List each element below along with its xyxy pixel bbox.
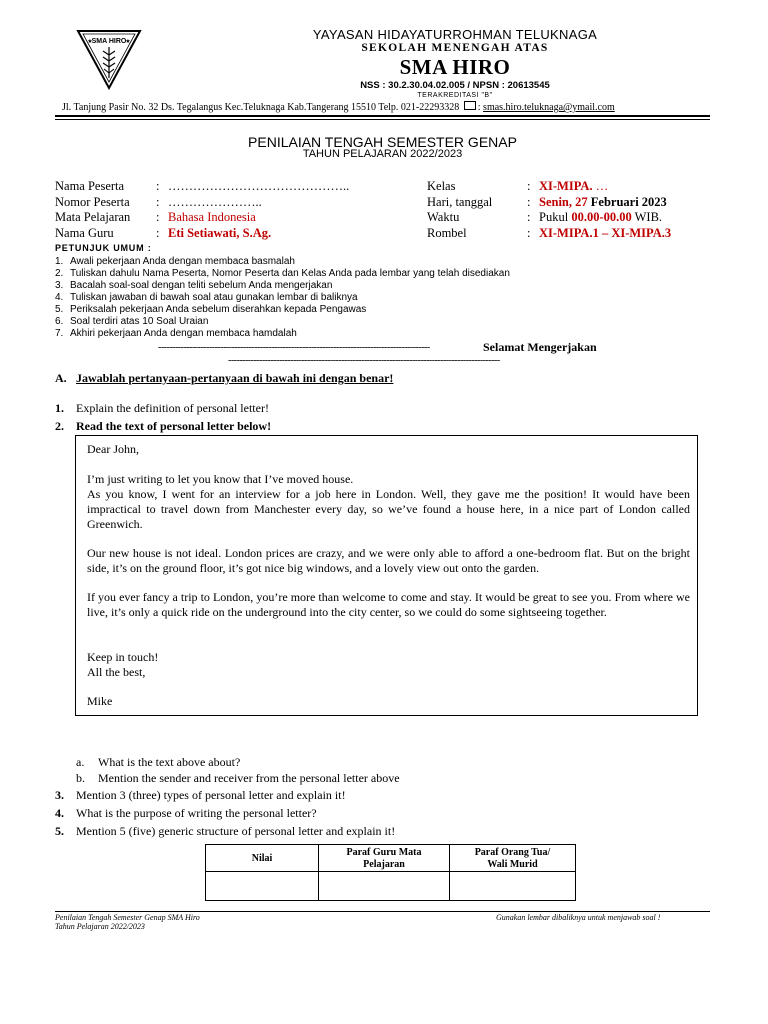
item-number: 2. [55,268,64,279]
label-kelas: Kelas [427,179,456,193]
header-rule-thick [55,115,710,117]
letter-salutation: Dear John, [87,442,139,456]
field-nomor-peserta[interactable]: ………………….. [168,195,262,209]
value-nama-guru: Eti Setiawati, S.Ag. [168,226,272,240]
list-item [55,280,332,291]
item-text: Awali pekerjaan Anda dengan membaca basmalah [70,256,295,267]
separator-dashes: ------------------------------------------------------------------------------------------------ [228,355,500,366]
letter-closing-1: Keep in touch! [87,650,159,664]
waktu-pre: Pukul [539,210,572,224]
colon: : [156,179,160,193]
list-item [55,304,366,315]
header-line: Paraf Guru Mata [346,847,422,858]
svg-text:★: ★ [125,39,131,45]
signature-table [205,844,576,901]
school-address: Jl. Tanjung Pasir No. 32 Ds. Tegalangus Kec.Teluknaga Kab.Tangerang 15510 Telp. 021-22293328 : smas.hiro.teluknaga@ymail.com [62,102,615,113]
hari-rest: Februari 2023 [590,195,667,209]
letter-p1-line1: I’m just writing to let you know that I’ve moved house. [87,472,354,486]
item-text: Akhiri pekerjaan Anda dengan membaca hamdalah [70,328,297,339]
list-item [55,328,297,339]
item-number: 5. [55,304,64,315]
footer-right: Gunakan lembar dibaliknya untuk menjawab soal ! [496,913,661,922]
exam-year: TAHUN PELAJARAN 2022/2023 [302,148,463,160]
hari-red: Senin, 27 [539,195,591,209]
list-item [55,268,510,279]
label-nama-guru: Nama Guru [55,226,114,240]
kelas-prefix: XI-MIPA. [539,179,593,193]
email-link[interactable]: smas.hiro.teluknaga@ymail.com [483,102,615,113]
question-4: What is the purpose of writing the personal letter? [76,806,317,820]
separator-dashes: ------------------------------------------------------------------------------------------------ [158,342,430,353]
item-text: Bacalah soal-soal dengan teliti sebelum Anda mengerjakan [70,280,333,291]
svg-text:★: ★ [87,39,93,45]
nss-npsn: NSS : 30.2.30.04.02.005 / NPSN : 20613545 [360,80,550,91]
school-name: SMA HIRO [399,55,511,79]
col-header-nilai: Nilai [206,845,319,872]
item-number: 7. [55,328,64,339]
label-nama-peserta: Nama Peserta [55,179,125,193]
list-item [55,292,358,303]
question-5: Mention 5 (five) generic structure of personal letter and explain it! [76,824,396,838]
school-level: SEKOLAH MENENGAH ATAS [361,42,549,54]
item-number: 6. [55,316,64,327]
col-header-paraf-ortu [450,845,576,872]
item-text: Tuliskan jawaban di bawah soal atau gunakan lembar di baliknya [70,292,358,303]
header-line: Wali Murid [487,859,538,870]
value-kelas [539,179,608,194]
question-number: 5. [55,824,64,838]
question-2b: Mention the sender and receiver from the personal letter above [98,771,400,785]
value-waktu [539,210,662,225]
section-instruction: Jawablah pertanyaan-pertanyaan di bawah ini dengan benar! [76,371,394,385]
kelas-blank[interactable]: … [592,179,609,193]
item-text: Soal terdiri atas 10 Soal Uraian [70,316,209,327]
question-1: Explain the definition of personal letter! [76,401,269,415]
colon: : [527,179,531,193]
exam-title: PENILAIAN TENGAH SEMESTER GENAP [248,134,517,150]
header-rule-thin [55,119,710,120]
foundation-name: YAYASAN HIDAYATURROHMAN TELUKNAGA [312,27,598,42]
footer-left-line1: Penilaian Tengah Semester Genap SMA Hiro [55,913,200,922]
subquestion-letter: b. [76,771,85,785]
list-item [55,316,208,327]
waktu-time: 00.00-00.00 [571,210,632,224]
item-number: 3. [55,280,64,291]
item-text: Tuliskan dahulu Nama Peserta, Nomor Peserta dan Kelas Anda pada lembar yang telah disediakan [70,268,510,279]
instructions-heading: PETUNJUK UMUM : [55,243,152,253]
letter-p1-line2: As you know, I went for an interview for a job here in London. Well, they gave me the position! It would have been impractical to travel down from Manchester every day, so we’ve found a house here, in a nice part of London called Greenwich. [87,487,690,531]
closing-greeting: Selamat Mengerjakan [483,340,597,354]
nilai-cell[interactable] [206,872,319,901]
footer-left-line2: Tahun Pelajaran 2022/2023 [55,922,145,931]
item-number: 1. [55,256,64,267]
label-rombel: Rombel [427,226,467,240]
paraf-guru-cell[interactable] [319,872,450,901]
header-line: Pelajaran [363,859,405,870]
question-number: 2. [55,419,64,433]
colon: : [527,195,531,209]
value-hari-tanggal [539,195,667,210]
colon: : [156,226,160,240]
address-text: Jl. Tanjung Pasir No. 32 Ds. Tegalangus Kec.Teluknaga Kab.Tangerang 15510 Telp. 021-22293328 [62,102,460,113]
accreditation: TERAKREDITASI "B" [417,92,493,99]
school-logo [76,28,142,90]
value-mata-pelajaran: Bahasa Indonesia [168,210,256,224]
colon: : [527,210,531,224]
label-nomor-peserta: Nomor Peserta [55,195,130,209]
section-letter: A. [55,371,67,385]
item-text: Periksalah pekerjaan Anda sebelum diserahkan kepada Pengawas [70,304,367,315]
letter-paragraph-2: Our new house is not ideal. London prices are crazy, and we were only able to afford a one-bedroom flat. But on the bright side, it’s on the ground floor, it’s got nice big windows, and a lovely view out onto the garden. [87,546,690,575]
value-rombel: XI-MIPA.1 – XI-MIPA.3 [539,226,672,240]
label-waktu: Waktu [427,210,460,224]
field-nama-peserta[interactable]: …………………………………….. [168,179,350,193]
colon: : [527,226,531,240]
question-number: 4. [55,806,64,820]
question-number: 3. [55,788,64,802]
footer-rule [55,911,710,912]
email-icon [464,101,476,110]
paraf-ortu-cell[interactable] [450,872,576,901]
subquestion-letter: a. [76,755,85,769]
question-3: Mention 3 (three) types of personal letter and explain it! [76,788,346,802]
label-mata-pelajaran: Mata Pelajaran [55,210,131,224]
label-hari-tanggal: Hari, tanggal [427,195,493,209]
question-2: Read the text of personal letter below! [76,419,272,433]
item-number: 4. [55,292,64,303]
col-header-paraf-guru [319,845,450,872]
list-item [55,256,295,267]
waktu-post: WIB. [631,210,663,224]
header-line: Paraf Orang Tua/ [474,847,551,858]
question-number: 1. [55,401,64,415]
question-2a: What is the text above about? [98,755,241,769]
letter-closing-2: All the best, [87,665,146,679]
colon: : [156,195,160,209]
letter-paragraph-3: If you ever fancy a trip to London, you’re more than welcome to come and stay. It would be great to see you. From where we live, it’s only a quick ride on the underground into the city center, so we could do some sightseeing together. [87,590,690,619]
logo-text: SMA HIRO [91,38,127,45]
letter-signature: Mike [87,694,113,708]
colon: : [156,210,160,224]
